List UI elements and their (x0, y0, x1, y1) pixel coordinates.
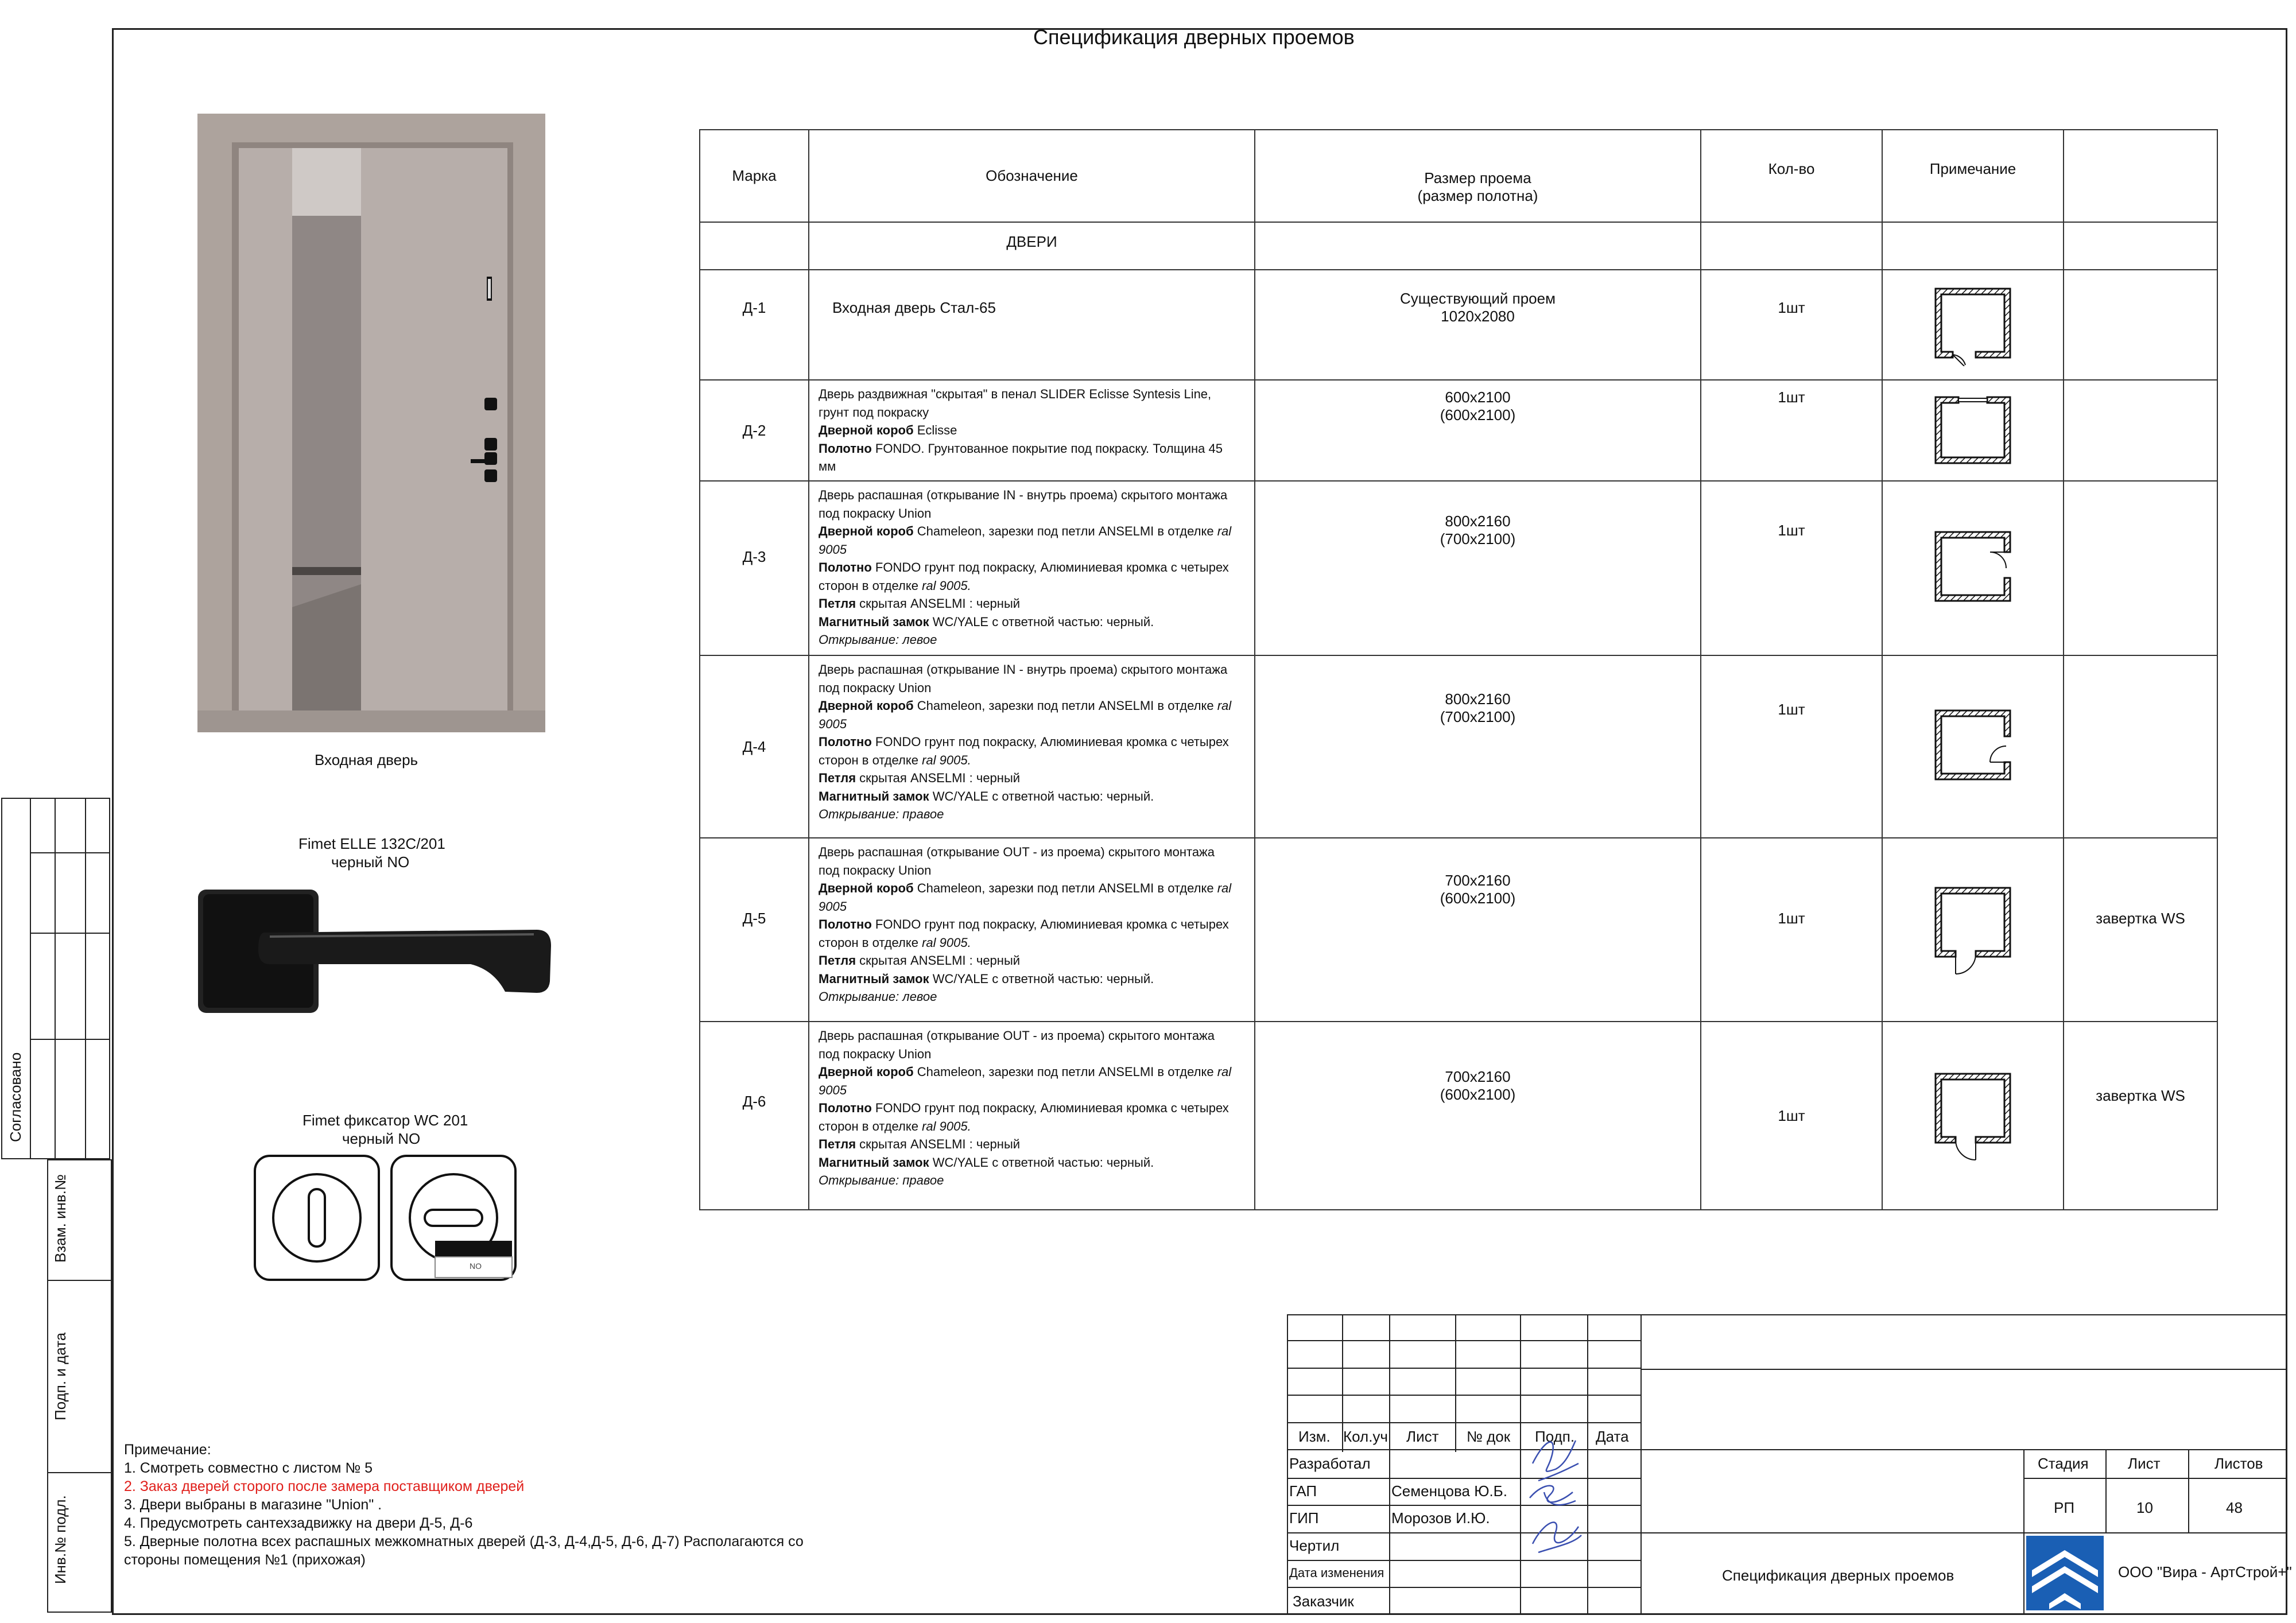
size-1: Существующий проем (1400, 290, 1556, 307)
leaf-text: FONDO грунт под покраску, Алюминиевая кромка с четырех (871, 1101, 1229, 1115)
table-row (700, 838, 2217, 1022)
leaf-text-2: сторон в отделке (819, 578, 922, 593)
size-1: 800х2160 (1445, 690, 1511, 708)
tb-line (2023, 1449, 2024, 1615)
tb-izm: Изм. (1298, 1428, 1331, 1445)
row-qty: 1шт (1701, 270, 1882, 380)
inv-orig-label: Инв.№ подл. (52, 1495, 69, 1584)
row-size (1255, 270, 1701, 380)
leaf-text-2: сторон в отделке (819, 1119, 922, 1133)
leaf-ral: ral 9005. (922, 578, 971, 593)
box-ral: ral (1217, 524, 1232, 538)
tb-list-label: Лист (2128, 1455, 2161, 1472)
row-desc (809, 655, 1255, 838)
tb-line (2105, 1449, 2107, 1532)
table-row (700, 270, 2217, 380)
section-row (700, 222, 2217, 270)
lock-label: Магнитный замок (819, 1155, 929, 1170)
box-text: Eclisse (913, 423, 957, 437)
stamp-line (30, 1039, 110, 1040)
lock-text: WC/YALE с ответной частью: черный. (929, 614, 1154, 629)
header-size (1255, 130, 1701, 222)
tb-line (1287, 1340, 1640, 1341)
note-4: 4. Предусмотреть сантехзадвижку на двери Д-5, Д-6 (124, 1515, 473, 1531)
box-text: Chameleon, зарезки под петли ANSELMI в отделке (913, 524, 1217, 538)
tb-line (2023, 1478, 2287, 1479)
door-handle-image (195, 884, 557, 1022)
sign-date-label: Подп. и дата (52, 1332, 69, 1420)
agreed-label: Согласовано (7, 1052, 24, 1142)
sliding-door-plan-icon (1930, 389, 2016, 469)
header-extra (2064, 130, 2217, 222)
tb-line (1455, 1314, 1456, 1452)
lock-caption-1: Fimet фиксатор WC 201 (302, 1112, 468, 1129)
size-2: (700х2100) (1440, 530, 1516, 548)
size-2: (600х2100) (1440, 890, 1516, 907)
row-size (1255, 481, 1701, 655)
hinge-label: Петля (819, 596, 856, 611)
stamp-line (47, 1472, 112, 1473)
size-1: 800х2160 (1445, 512, 1511, 530)
tb-listov-label: Листов (2214, 1455, 2263, 1472)
row-extra (2064, 655, 2217, 838)
tb-line (1640, 1369, 2287, 1370)
desc-line: под покраску Union (819, 1046, 932, 1061)
lock-caption-2: черный NO (342, 1130, 421, 1147)
opening-direction: Открывание: правое (819, 807, 944, 821)
desc-line: Дверь распашная (открывание OUT - из проема) скрытого монтажа (819, 845, 1215, 859)
hinge-label: Петля (819, 771, 856, 785)
row-mark: Д-1 (700, 270, 809, 380)
tb-chertil: Чертил (1289, 1537, 1340, 1554)
tb-list-no: 10 (2136, 1499, 2153, 1516)
desc-line: грунт под покраску (819, 405, 929, 420)
lock-label: Магнитный замок (819, 789, 929, 803)
row-size (1255, 655, 1701, 838)
hinge-label: Петля (819, 1137, 856, 1151)
row-desc (809, 838, 1255, 1022)
box-text: Chameleon, зарезки под петли ANSELMI в отделке (913, 698, 1217, 713)
leaf-text-2: мм (819, 459, 836, 473)
row-qty: 1шт (1701, 655, 1882, 838)
leaf-text: FONDO грунт под покраску, Алюминиевая кромка с четырех (871, 917, 1229, 931)
box-ral-2: 9005 (819, 899, 847, 914)
lock-text: WC/YALE с ответной частью: черный. (929, 1155, 1154, 1170)
notes (124, 1440, 804, 1569)
table-row (700, 655, 2217, 838)
box-ral: ral (1217, 698, 1232, 713)
empty-cell (700, 222, 809, 270)
tb-stadia-label: Стадия (2038, 1455, 2089, 1472)
row-extra (2064, 380, 2217, 481)
tb-gap: ГАП (1289, 1482, 1317, 1500)
hinge-label: Петля (819, 953, 856, 968)
door-in-left-plan-icon (1930, 523, 2016, 609)
row-desc: Входная дверь Стал-65 (809, 270, 1255, 380)
section-title: ДВЕРИ (809, 222, 1255, 270)
tb-doc-name: Спецификация дверных проемов (1722, 1567, 1954, 1584)
row-qty: 1шт (1701, 481, 1882, 655)
tb-data-izm: Дата изменения (1289, 1566, 1384, 1580)
row-mark: Д-4 (700, 655, 809, 838)
leaf-ral: ral 9005. (922, 935, 971, 950)
leaf-label: Полотно (819, 735, 872, 749)
box-ral-2: 9005 (819, 542, 847, 557)
desc-line: Дверь распашная (открывание IN - внутрь проема) скрытого монтажа (819, 488, 1228, 502)
leaf-text: FONDO грунт под покраску, Алюминиевая кромка с четырех (871, 560, 1229, 574)
tb-gip: ГИП (1289, 1509, 1319, 1527)
desc-line: Дверь раздвижная "скрытая" в пенал SLIDER Eclisse Syntesis Line, (819, 387, 1212, 401)
hinge-text: скрытая ANSELMI : черный (856, 771, 1021, 785)
hinge-text: скрытая ANSELMI : черный (856, 1137, 1021, 1151)
leaf-label: Полотно (819, 441, 872, 456)
row-qty: 1шт (1701, 380, 1882, 481)
hinge-text: скрытая ANSELMI : черный (856, 596, 1021, 611)
stamp-line (30, 933, 110, 934)
box-label: Дверной короб (819, 881, 914, 895)
size-1: 700х2160 (1445, 1068, 1511, 1085)
notes-title: Примечание: (124, 1442, 211, 1458)
door-out-left-plan-icon (1930, 879, 2016, 977)
opening-direction: Открывание: левое (819, 632, 937, 647)
tb-listov: 48 (2226, 1499, 2243, 1516)
box-text: Chameleon, зарезки под петли ANSELMI в отделке (913, 881, 1217, 895)
row-desc (809, 1022, 1255, 1210)
leaf-label: Полотно (819, 917, 872, 931)
note-3: 3. Двери выбраны в магазине "Union" . (124, 1497, 382, 1513)
box-ral: ral (1217, 881, 1232, 895)
box-ral-2: 9005 (819, 716, 847, 731)
box-label: Дверной короб (819, 423, 914, 437)
row-plan-icon (1882, 655, 2064, 838)
desc-line: под покраску Union (819, 680, 932, 695)
box-ral: ral (1217, 1065, 1232, 1079)
tb-line (1287, 1422, 1640, 1423)
stamp-line (30, 852, 110, 853)
size-2: (600х2100) (1440, 406, 1516, 424)
size-2: (600х2100) (1440, 1086, 1516, 1103)
handle-caption-2: черный NO (331, 853, 410, 871)
tb-line (1287, 1587, 1640, 1588)
row-qty: 1шт (1701, 1022, 1882, 1210)
leaf-text-2: сторон в отделке (819, 935, 922, 950)
entrance-door-caption: Входная дверь (315, 751, 418, 768)
row-plan-icon (1882, 481, 2064, 655)
entrance-door-image (197, 114, 545, 732)
leaf-text: FONDO грунт под покраску, Алюминиевая кромка с четырех (871, 735, 1229, 749)
header-mark: Марка (700, 130, 809, 222)
empty-cell (2064, 222, 2217, 270)
row-extra (2064, 481, 2217, 655)
desc-line: Дверь распашная (открывание IN - внутрь проема) скрытого монтажа (819, 662, 1228, 677)
tb-line (2188, 1449, 2189, 1532)
size-1: 700х2160 (1445, 872, 1511, 889)
table-row (700, 1022, 2217, 1210)
note-2: 2. Заказ дверей сторого после замера поставщиком дверей (124, 1478, 525, 1494)
leaf-text: FONDO. Грунтованное покрытие под покраску. Толщина 45 (871, 441, 1223, 456)
header-size-1: Размер проема (1424, 169, 1531, 187)
note-1: 1. Смотреть совместно с листом № 5 (124, 1460, 373, 1476)
company-logo (2026, 1536, 2104, 1610)
row-mark: Д-6 (700, 1022, 809, 1210)
empty-cell (1701, 222, 1882, 270)
tb-zakazchik: Заказчик (1293, 1593, 1354, 1610)
size-2: 1020х2080 (1441, 308, 1515, 325)
box-label: Дверной короб (819, 524, 914, 538)
leaf-ral: ral 9005. (922, 1119, 971, 1133)
row-plan-icon (1882, 838, 2064, 1022)
leaf-label: Полотно (819, 1101, 872, 1115)
tb-kol-uch: Кол.уч (1343, 1428, 1388, 1445)
row-desc (809, 481, 1255, 655)
desc-line: под покраску Union (819, 863, 932, 877)
tb-razrabotal: Разработал (1289, 1455, 1371, 1472)
table-header-row (700, 130, 2217, 222)
row-plan-icon (1882, 270, 2064, 380)
tb-line (1640, 1314, 1642, 1615)
row-extra: завертка WS (2064, 1022, 2217, 1210)
size-1: 600х2100 (1445, 389, 1511, 406)
tb-podp: Подп. (1535, 1428, 1575, 1445)
wc-lock-image (253, 1154, 522, 1286)
table-row (700, 380, 2217, 481)
stamp-line (47, 1280, 112, 1281)
note-5a: 5. Дверные полотна всех распашных межкомнатных дверей (Д-3, Д-4,Д-5, Д-6, Д-7) Располагаются со (124, 1533, 804, 1550)
lock-label: Магнитный замок (819, 971, 929, 986)
box-label: Дверной короб (819, 698, 914, 713)
row-size (1255, 1022, 1701, 1210)
size-2: (700х2100) (1440, 708, 1516, 725)
tb-line (1287, 1368, 1640, 1369)
door-spec-table (699, 129, 2218, 1210)
header-size-2: (размер полотна) (1417, 187, 1538, 204)
leaf-label: Полотно (819, 560, 872, 574)
header-designation: Обозначение (809, 130, 1255, 222)
tb-n-dok: № док (1467, 1428, 1511, 1445)
header-note: Примечание (1882, 130, 2064, 222)
handle-caption-1: Fimet ELLE 132C/201 (298, 835, 445, 852)
row-qty: 1шт (1701, 838, 1882, 1022)
note-5b: стороны помещения №1 (прихожая) (124, 1552, 366, 1568)
lock-color-code: NO (470, 1261, 482, 1271)
row-extra: завертка WS (2064, 838, 2217, 1022)
empty-cell (1882, 222, 2064, 270)
door-in-right-plan-icon (1930, 702, 2016, 788)
lock-text: WC/YALE с ответной частью: черный. (929, 789, 1154, 803)
tb-line (1287, 1532, 2287, 1533)
desc-line: под покраску Union (819, 506, 932, 521)
door-swing-plan-icon (1930, 280, 2016, 366)
tb-gip-name: Морозов И.Ю. (1391, 1509, 1490, 1527)
row-mark: Д-3 (700, 481, 809, 655)
leaf-text-2: сторон в отделке (819, 752, 922, 767)
hinge-text: скрытая ANSELMI : черный (856, 953, 1021, 968)
row-size (1255, 838, 1701, 1022)
inv-no-label: Взам. инв.№ (52, 1174, 69, 1263)
leaf-ral: ral 9005. (922, 752, 971, 767)
tb-stadia: РП (2054, 1499, 2075, 1516)
tb-list: Лист (1406, 1428, 1439, 1445)
tb-data: Дата (1596, 1428, 1629, 1445)
row-mark: Д-5 (700, 838, 809, 1022)
tb-company: ООО "Вира - АртСтрой+" (2118, 1563, 2292, 1581)
box-text: Chameleon, зарезки под петли ANSELMI в отделке (913, 1065, 1217, 1079)
signature-image (1521, 1429, 1590, 1567)
row-plan-icon (1882, 1022, 2064, 1210)
desc-line: Дверь распашная (открывание OUT - из проема) скрытого монтажа (819, 1028, 1215, 1043)
lock-text: WC/YALE с ответной частью: черный. (929, 971, 1154, 986)
row-extra (2064, 270, 2217, 380)
page-title: Спецификация дверных проемов (1033, 25, 1355, 49)
row-desc (809, 380, 1255, 481)
box-label: Дверной короб (819, 1065, 914, 1079)
tb-line (1287, 1395, 1640, 1396)
table-row (700, 481, 2217, 655)
row-size (1255, 380, 1701, 481)
empty-cell (1255, 222, 1701, 270)
opening-direction: Открывание: левое (819, 989, 937, 1004)
tb-line (1389, 1314, 1390, 1615)
door-out-right-plan-icon (1930, 1065, 2016, 1163)
row-plan-icon (1882, 380, 2064, 481)
header-qty: Кол-во (1701, 130, 1882, 222)
tb-gap-name: Семенцова Ю.Б. (1391, 1482, 1507, 1500)
box-ral-2: 9005 (819, 1082, 847, 1097)
opening-direction: Открывание: правое (819, 1173, 944, 1187)
lock-label: Магнитный замок (819, 614, 929, 629)
tb-line (1287, 1449, 2287, 1450)
row-mark: Д-2 (700, 380, 809, 481)
